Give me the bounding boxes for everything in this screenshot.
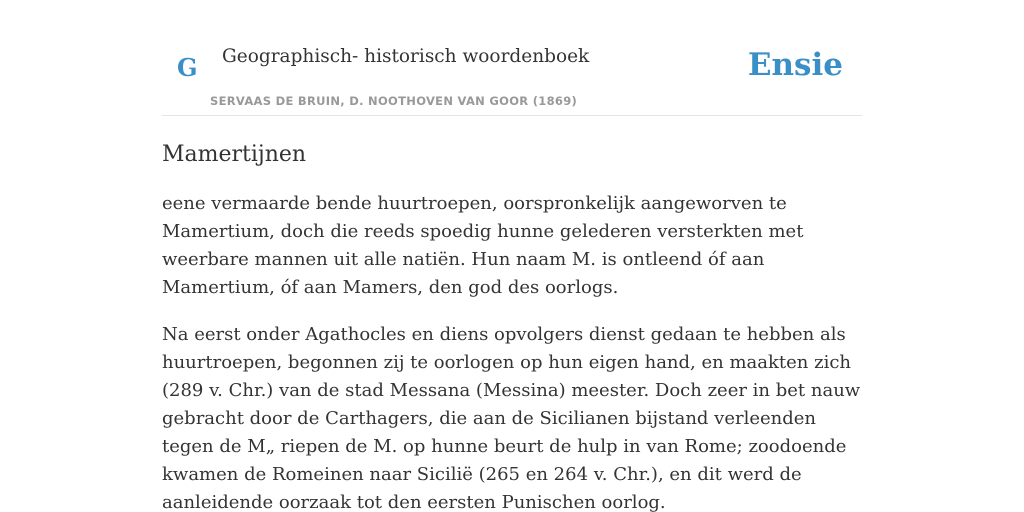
book-letter-icon[interactable]: G [177,53,198,82]
entry-paragraph: Na eerst onder Agathocles en diens opvolgers dienst gedaan te hebben als huurtroepen, begonnen zij te oorlogen op hun eigen hand, en maakten zich (289 v. Chr.) van de stad Messana (Messina) meester. Doch zeer in bet nauw gebracht door de Carthagers, die aan de Sicilianen bijstand verleenden tegen de M„ riepen de M. op hunne beurt de hulp in van Rome; zoodoende kwamen de Romeinen naar Sicilië (265 en 264 v. Chr.), en dit werd de aanleidende oorzaak tot den eersten Punischen oorlog. [162,324,861,512]
entry-paragraph: eene vermaarde bende huurtroepen, oorspronkelijk aangeworven te Mamertium, doch die reeds spoedig hunne gelederen versterkten met weerbare mannen uit alle natiën. Hun naam M. is ontleend óf aan Mamertium, óf aan Mamers, den god des oorlogs. [162,193,804,299]
book-header [162,0,862,116]
page [162,0,862,512]
ensie-logo[interactable]: Ensie [747,47,843,83]
entry-body [162,190,862,512]
book-title-link[interactable]: Geographisch- historisch woordenboek [222,46,590,67]
entry-title: Mamertijnen [162,142,307,167]
book-author: SERVAAS DE BRUIN, D. NOOTHOVEN VAN GOOR (1869) [210,94,578,108]
